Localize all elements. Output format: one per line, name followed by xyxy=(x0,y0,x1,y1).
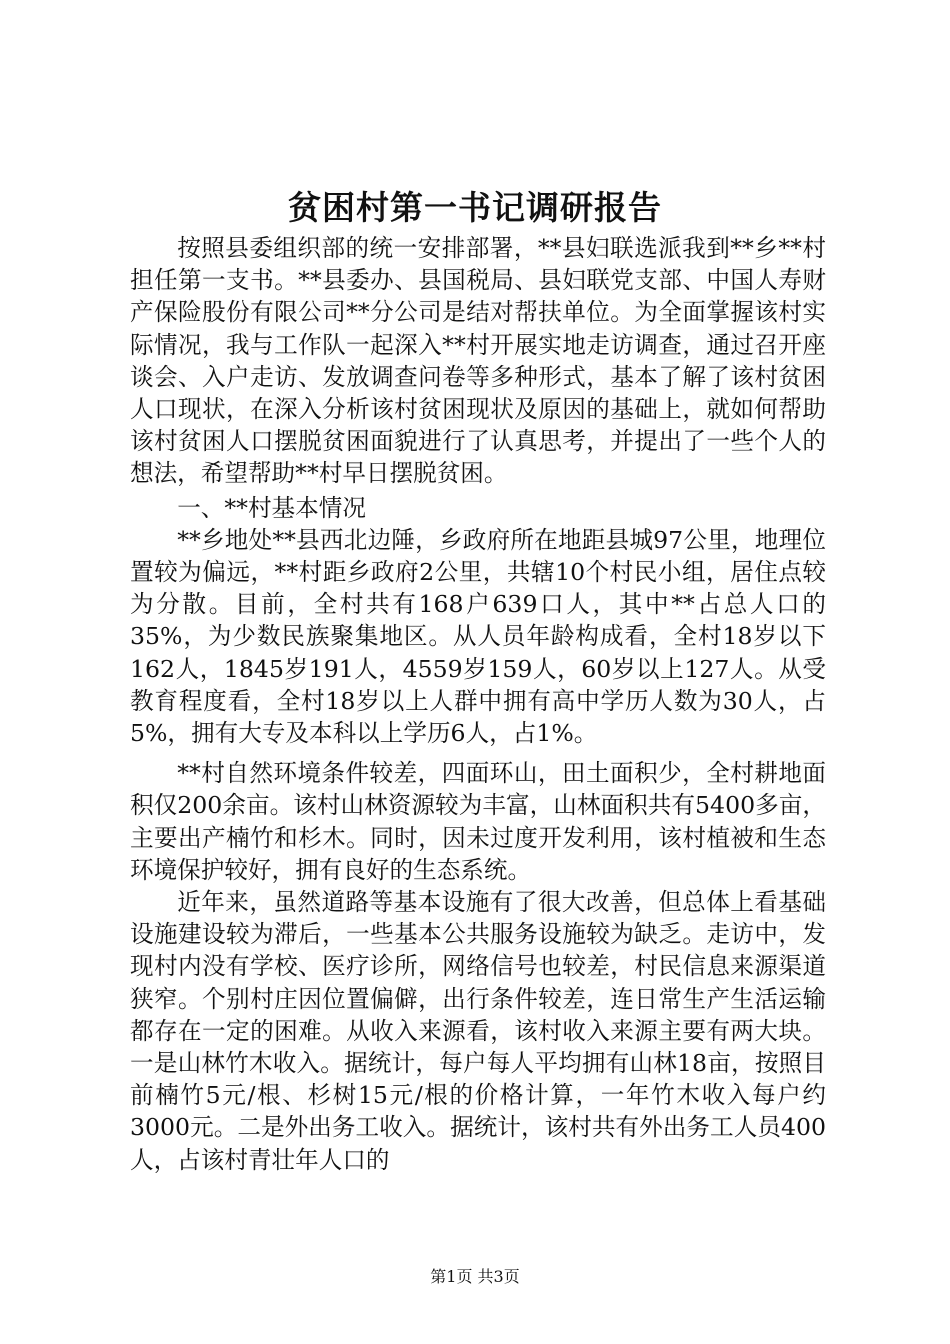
body-paragraph: **村自然环境条件较差，四面环山，田土面积少，全村耕地面积仅200余亩。该村山林资源较为丰富，山林面积共有5400多亩，主要出产楠竹和杉木。同时，因未过度开发利用，该村植被和生态环境保护较好，拥有良好的生态系统。 xyxy=(130,759,826,884)
section-heading: 一、**村基本情况 xyxy=(177,493,366,522)
page-footer: 第1页 共3页 xyxy=(430,1267,520,1286)
intro-paragraph: 按照县委组织部的统一安排部署，**县妇联选派我到**乡**村担任第一支书。**县委办、县国税局、县妇联党支部、中国人寿财产保险股份有限公司**分公司是结对帮扶单位。为全面掌握该村实际情况，我与工作队一起深入**村开展实地走访调查，通过召开座谈会、入户走访、发放调查问卷等多种形式，基本了解了该村贫困人口现状，在深入分析该村贫困现状及原因的基础上，就如何帮助该村贫困人口摆脱贫困面貌进行了认真思考，并提出了一些个人的想法，希望帮助**村早日摆脱贫困。 xyxy=(130,234,826,488)
body-paragraph: **乡地处**县西北边陲，乡政府所在地距县城97公里，地理位置较为偏远，**村距乡政府2公里，共辖10个村民小组，居住点较为分散。目前，全村共有168户639口人，其中**占总人口的35%，为少数民族聚集地区。从人员年龄构成看，全村18岁以下162人，1845岁191人，4559岁159人，60岁以上127人。从受教育程度看，全村18岁以上人群中拥有高中学历人数为30人，占5%，拥有大专及本科以上学历6人，占1%。 xyxy=(130,525,826,748)
body-paragraph: 近年来，虽然道路等基本设施有了很大改善，但总体上看基础设施建设较为滞后，一些基本公共服务设施较为缺乏。走访中，发现村内没有学校、医疗诊所，网络信号也较差，村民信息来源渠道狭窄。个别村庄因位置偏僻，出行条件较差，连日常生产生活运输都存在一定的困难。从收入来源看，该村收入来源主要有两大块。一是山林竹木收入。据统计，每户每人平均拥有山林18亩，按照目前楠竹5元/根、杉树15元/根的价格计算，一年竹木收入每户约3000元。二是外出务工收入。据统计，该村共有外出务工人员400人，占该村青壮年人口的 xyxy=(130,888,826,1174)
document-body xyxy=(130,232,826,1176)
document-title: 贫困村第一书记调研报告 xyxy=(288,188,662,227)
